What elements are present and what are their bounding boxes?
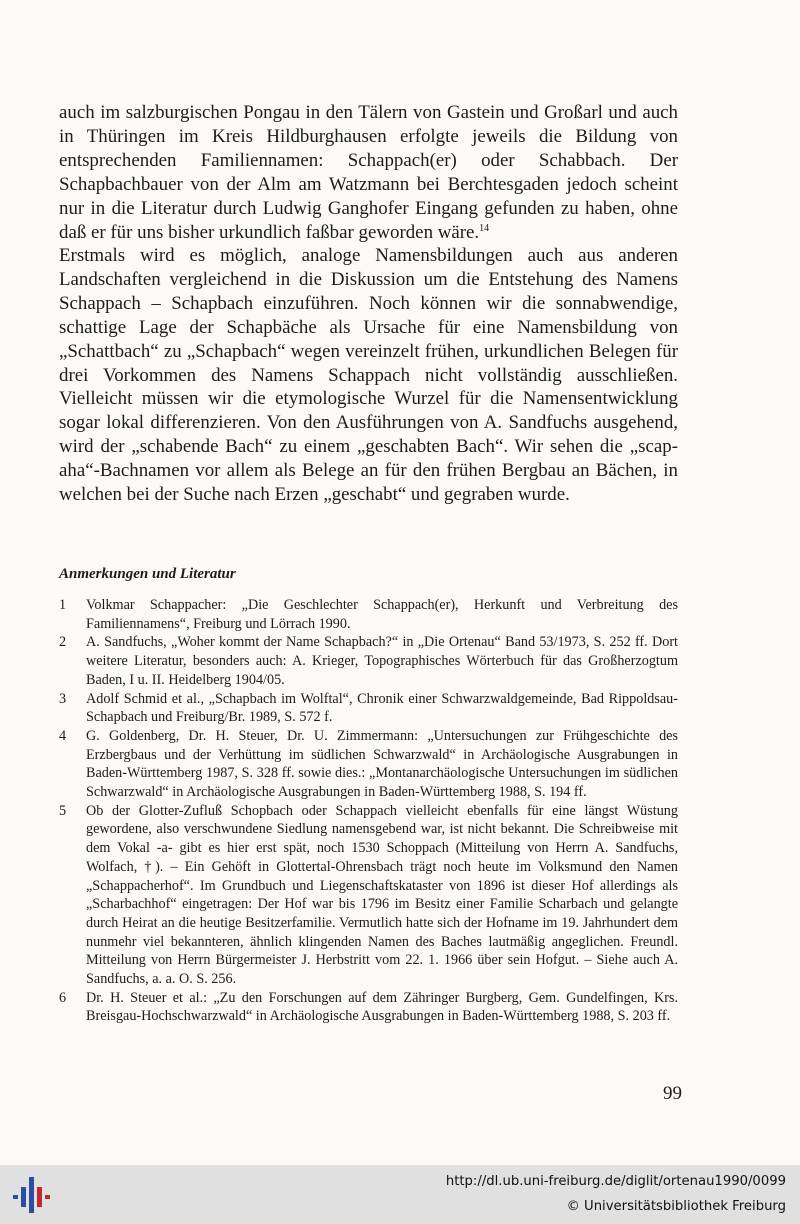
source-url-link[interactable]: http://dl.ub.uni-freiburg.de/diglit/ortenau1990/0099	[445, 1174, 786, 1189]
footnote-reference-14: 14	[479, 222, 490, 234]
note-text: G. Goldenberg, Dr. H. Steuer, Dr. U. Zimmermann: „Untersuchungen zur Frühgeschichte des Erzbergbaus und der Verhüttung im südlichen Schwarzwald“ in Archäologische Ausgrabungen in Baden-Württemberg 1987, S. 328 ff. sowie dies.: „Montanarchäologische Untersuchungen im südlichen Schwarzwald“ in Archäologische Ausgrabungen in Baden-Württemberg 1988, S. 194 ff.	[86, 727, 678, 801]
note-number: 4	[59, 727, 67, 744]
note-item	[59, 727, 678, 802]
library-footer	[0, 1165, 800, 1224]
body-paragraph-1-text: auch im salzburgischen Pongau in den Tälern von Gastein und Großarl und auch in Thüringen im Kreis Hildburghausen erfolgte jeweils die Bildung von entsprechenden Familiennamen: Schappach(er) oder Schabbach. Der Schapbachbauer von der Alm am Watzmann bei Berchtesgaden jedoch scheint nur in die Literatur durch Ludwig Ganghofer Eingang gefunden zu haben, ohne daß er für uns bisher urkundlich faßbar geworden wäre.	[59, 102, 678, 243]
note-text: Volkmar Schappacher: „Die Geschlechter Schappach(er), Herkunft und Verbreitung des Familiennamens“, Freiburg und Lörrach 1990.	[86, 597, 678, 632]
note-item	[59, 596, 678, 633]
note-text: Ob der Glotter-Zufluß Schopbach oder Schappach vielleicht ebenfalls für eine längst Wüstung gewordene, also verschwundene Siedlung namensgebend war, ist nicht bekannt. Die Schreibweise mit dem Vokal -a- gibt es hier erst spät, noch 1530 Schoppach (Mitteilung von Herrn A. Sandfuchs, Wolfach, †). – Ein Gehöft in Glottertal-Ohrensbach trägt noch heute im Volksmund den Namen „Schappacherhof“. Im Grundbuch und Liegenschaftskataster von 1896 ist dieser Hof allerdings als „Scharbachhof“ eingetragen: Der Hof war bis 1796 im Besitz einer Familie Scharbach und gelangte durch Heirat an die heutige Besitzerfamilie. Vermutlich hatte sich der Hofname im 19. Jahrhundert dem nunmehr viel bekannteren, ähnlich klingenden Namen des Baches lautmäßig angeglichen. Freundl. Mitteilung von Herrn Bürgermeister J. Herbstritt vom 22. 1. 1966 über sein Hofgut. – Siehe auch A. Sandfuchs, a. a. O. S. 256.	[86, 802, 678, 988]
page-number: 99	[663, 1083, 682, 1104]
note-text: Dr. H. Steuer et al.: „Zu den Forschungen auf dem Zähringer Burgberg, Gem. Gundelfingen, Krs. Breisgau-Hochschwarzwald“ in Archäologische Ausgrabungen in Baden-Württemberg 1988, S. 203 ff.	[86, 989, 678, 1025]
note-number: 3	[59, 690, 67, 707]
notes-heading: Anmerkungen und Literatur	[59, 566, 236, 582]
note-number: 1	[59, 597, 67, 613]
copyright-notice: © Universitätsbibliothek Freiburg	[566, 1199, 786, 1214]
note-item	[59, 690, 678, 727]
note-item	[59, 989, 678, 1026]
body-paragraph-1	[59, 101, 678, 244]
body-paragraph-2: Erstmals wird es möglich, analoge Namensbildungen auch aus anderen Landschaften vergleichend in die Diskussion um die Entstehung des Namens Schappach – Schapbach einzuführen. Noch können wir die sonnabwendige, schattige Lage der Schapbäche als Ursache für eine Namensbildung von „Schattbach“ zu „Schapbach“ wegen vereinzelt frühen, urkundlichen Belegen für drei Vorkommen des Namens Schappach nicht vollständig ausschließen. Vielleicht müssen wir die etymologische Wurzel für die Namensentwicklung sogar lokal differenzieren. Von den Ausführungen von A. Sandfuchs ausgehend, wird der „schabende Bach“ zu einem „geschabten Bach“. Wir sehen die „scap-aha“-Bachnamen vor allem als Belege an für den frühen Bergbau an Bächen, in welchen bei der Suche nach Erzen „geschabt“ und gegraben wurde.	[59, 245, 678, 506]
note-number: 2	[59, 634, 67, 651]
note-item	[59, 802, 678, 989]
note-text: A. Sandfuchs, „Woher kommt der Name Schapbach?“ in „Die Ortenau“ Band 53/1973, S. 252 ff. Dort weitere Literatur, besonders auch: A. Krieger, Topographisches Wörterbuch für das Großherzogtum Baden, I u. II. Heidelberg 1904/05.	[86, 634, 678, 688]
note-number: 5	[59, 802, 67, 819]
ub-freiburg-logo-icon	[10, 1173, 52, 1217]
note-number: 6	[59, 989, 67, 1006]
note-item	[59, 633, 678, 689]
note-text: Adolf Schmid et al., „Schapbach im Wolftal“, Chronik einer Schwarzwaldgemeinde, Bad Rippoldsau-Schapbach und Freiburg/Br. 1989, S. 572 f.	[86, 690, 678, 726]
notes-list	[59, 596, 678, 1026]
